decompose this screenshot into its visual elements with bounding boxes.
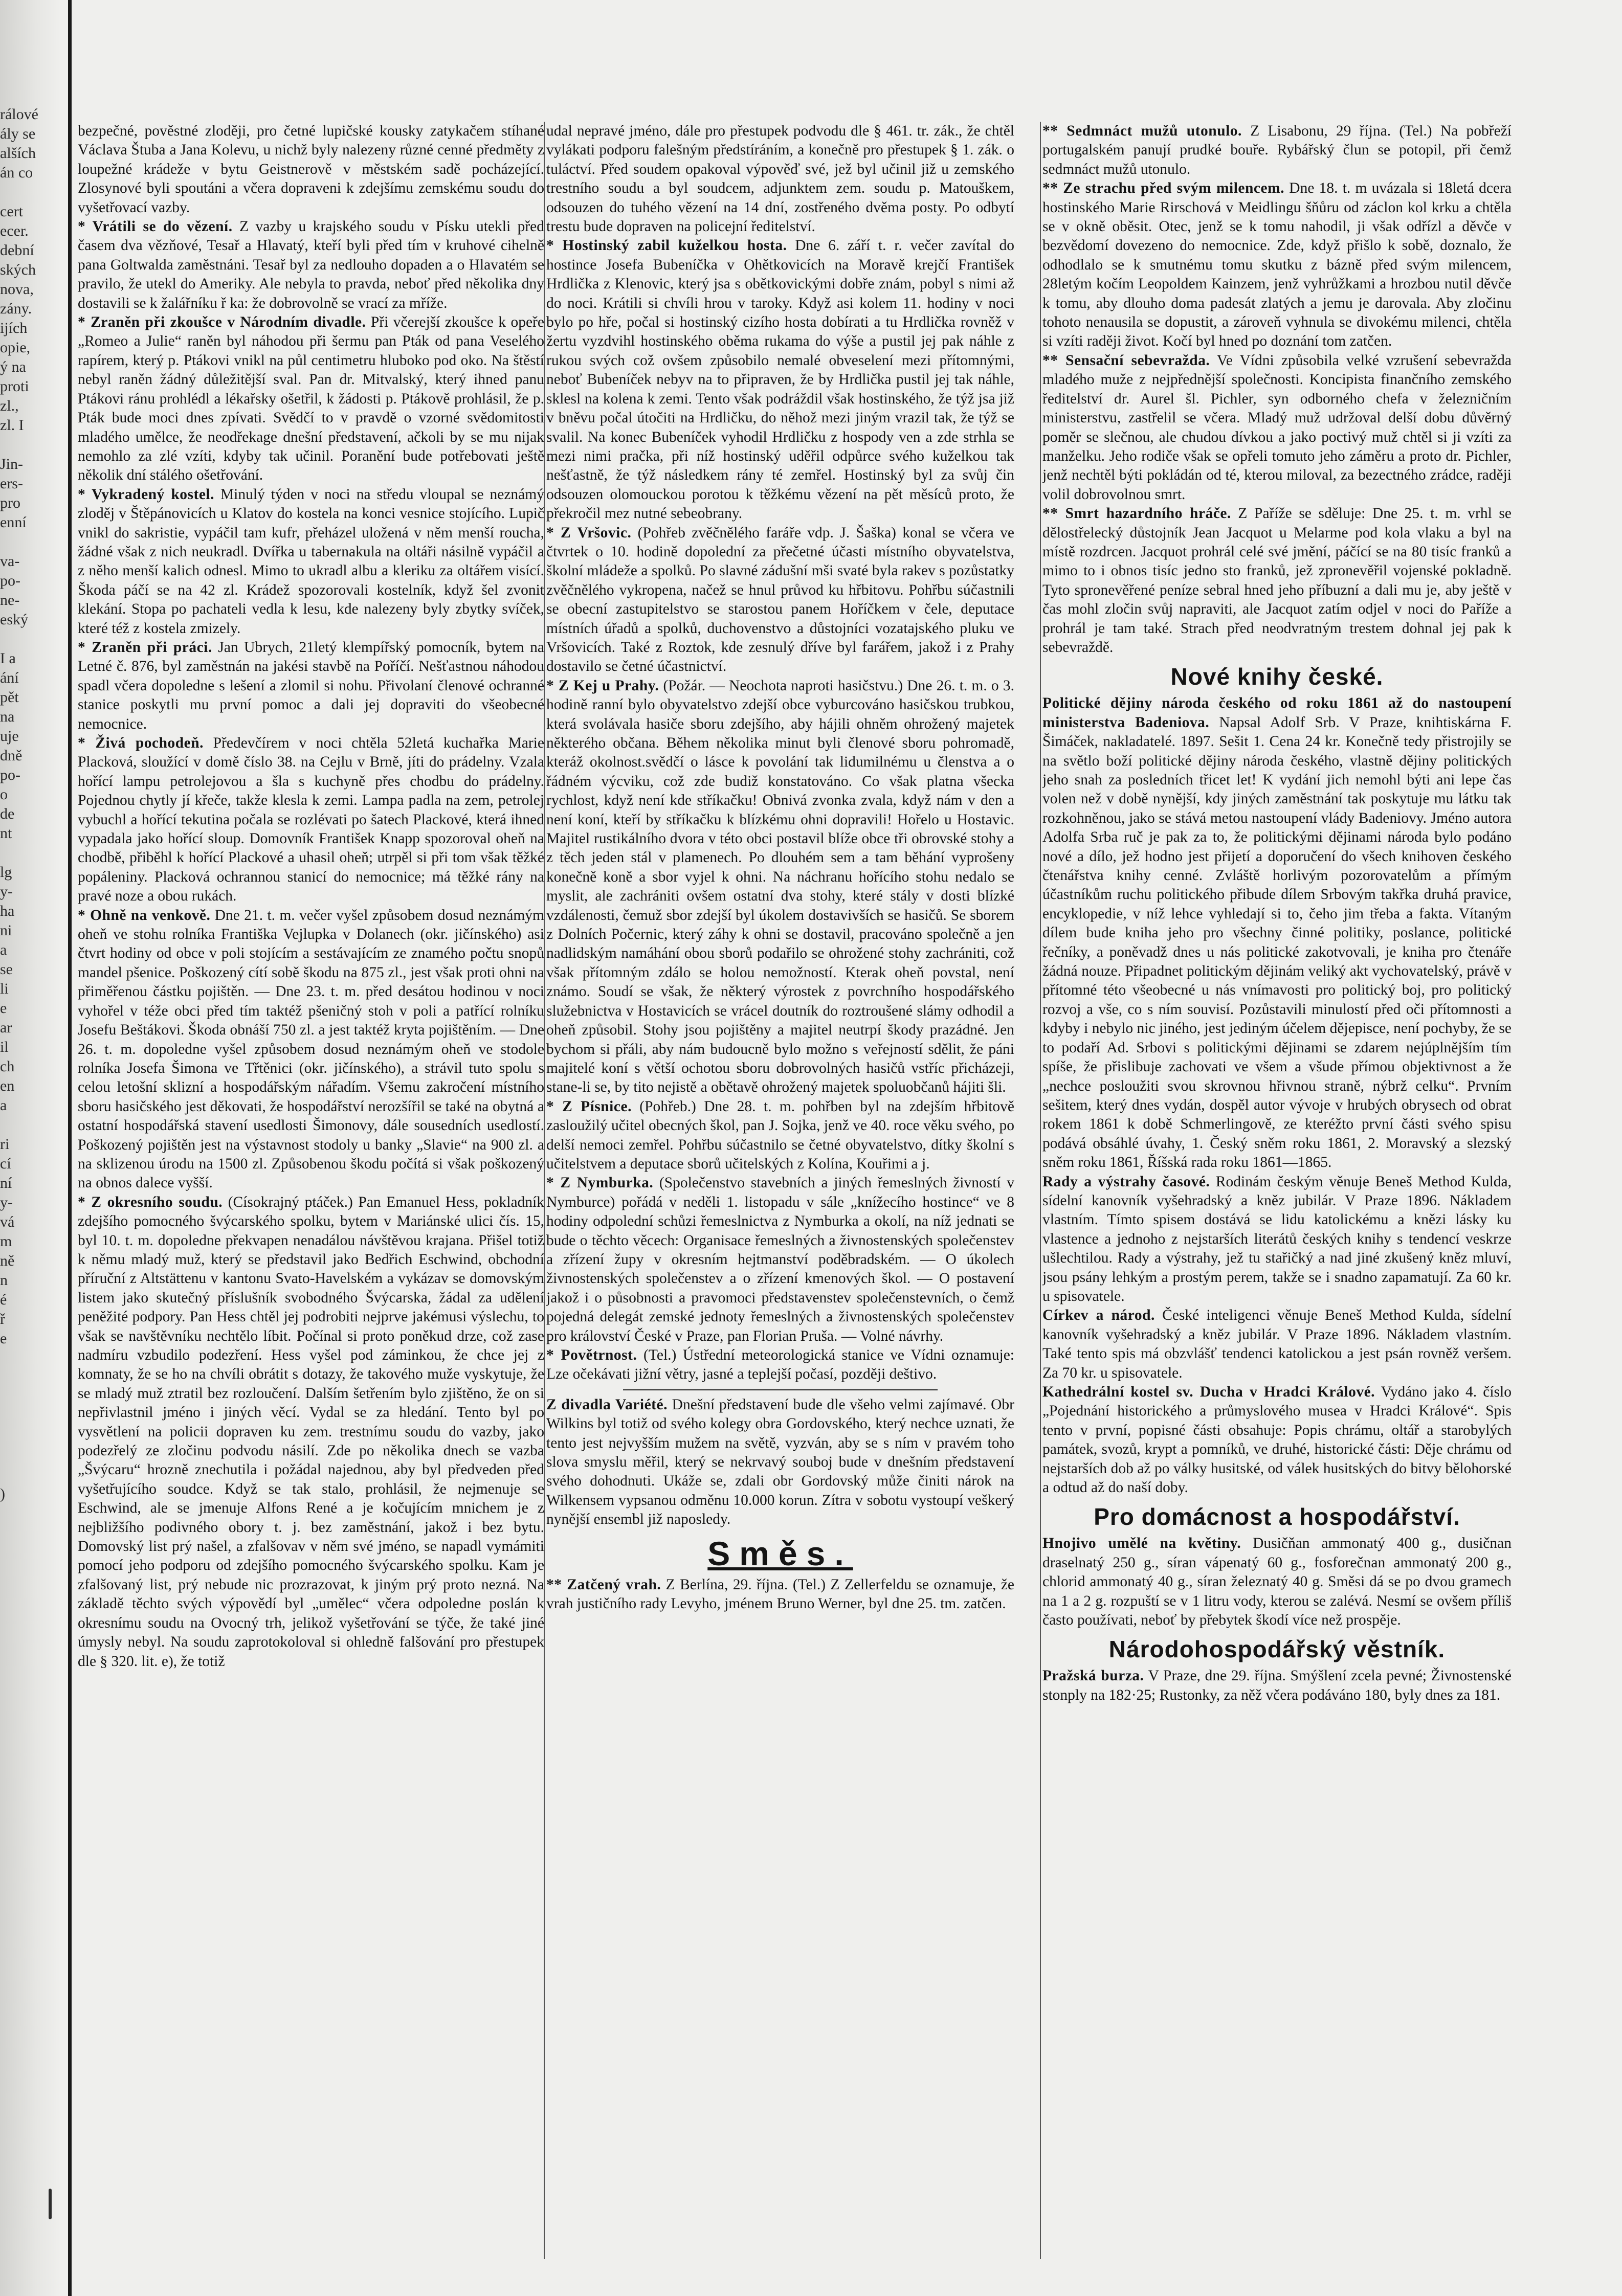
edge-fragment: cert [0,203,23,220]
edge-fragment: va- [0,553,20,570]
news-item-headline: ** Sensační sebevražda. [1042,352,1210,369]
edge-fragment: ř [0,1311,5,1327]
edge-fragment: n [0,1272,8,1289]
news-item-body: Ve Vídni způsobila velké vzrušení sebevražda mladého muže z nejpřednější společnosti. Koncipista finančního zemského ředitelství dr. Aurel šl. Pichler, syn odborného chefa v železničním ministerstvu, zastřelil se včera. Mladý muž udržoval delší dobu důvěrný poměr se slečnou, ale chudou dívkou a jako poctivý muž chtěl si ji vzíti za manželku. Jeho rodiče však se opřeli tomuto jeho záměru a proto dr. Pichler, jenž nechtěl býti pokládán od té, kterou miloval, za bezectného zrádce, raději volil dobrovolnou smrt. [1042,352,1512,503]
news-item-headline: Hnojivo umělé na květiny. [1042,1535,1241,1552]
edge-fragment: enní [0,514,27,531]
edge-fragment: zány. [0,300,32,317]
news-item-body: (Pohřeb.) Dne 28. t. m. pohřben byl na zdejším hřbitově zasloužilý učitel obecných škol, pan J. Sojka, jenž ve 40. roce věku svého, po delší nemoci zemřel. Pohřbu súčastnilo se četné obyvatelstvo, dítky školní s učitelstvem a deputace sborů učitelských z Kolína, Kouřimi a j. [546,1098,1014,1172]
news-item [1042,179,1512,351]
news-item-body: (Císokrajný ptáček.) Pan Emanuel Hess, pokladník zdejšího pomocného švýcarského spolku, bytem v Mariánské ulici čís. 15, byl 10. t. m. dopoledne překvapen nenadálou návštěvou krajana. Přišel totiž k němu mladý muž, který se představil jako Bedřich Eschwind, obchodní příruční z Altstättenu v kantonu Svato-Havelském a vykázav se domovským listem jako skutečný příslušník svobodného Švýcarska, žádal za udělení peněžité podpory. Pan Hess chtěl jej podrobiti nejprve jakémusi výslechu, to však se navštěvníku nechtělo líbit. Počínal si proto poněkud drze, což zase nadmíru vzbudilo podezření. Hess vyšel pod záminkou, že chce jej z komnaty, že se ho na chvíli obrátit s dotazy, že takového muže vyskytuje, že se mladý muž ztratil bez rozloučení. Dalším šetřením bylo zjištěno, že on si nepřivlastnil jméno i jiných věcí. Vydal se za hledání. Tento byl po vysvětlení na policii dopraven ku zem. trestnímu soudu do vazby, jako podezřelý ze zločinu podvodu násilí. Zde po několika dnech se vazba „Švýcaru“ hrozně znechutila i požádal najednou, aby byl předveden před vyšetřujícího soudce. Když se tak stalo, prohlásil, že nejmenuje se Eschwind, ale se jmenuje Alfons René a je kočujícím mnichem je z nejbližšího podivného obory t. j. bez zaměstnání, jakož i bez bytu. Domovský list prý našel, a zfalšovav v něm své jméno, se napadl vymámiti pomocí jeho podporu od zdejšího pomocného švýcarského spolku. Kam je zfalšovaný list, prý nebude nic prozrazovat, k jiným prý proto nezná. Na základě těchto svých výpovědí byl „umělec“ včera odpoledne poslán k okresnímu soudu na Ovocný trh, jelikož vyšetřování se týče, že také jiné úmysly nebyl. Na soudu zaprotokoloval si ohledně falšování pro přestupek dle § 320. lit. e), že totiž [78,1194,544,1670]
edge-fragment: eský [0,611,28,628]
edge-fragment [0,1115,62,1135]
news-item [546,236,1014,523]
news-item-body: Dne 6. září t. r. večer zavítal do hostince Josefa Bubeníčka v Ohětkovicích na Moravě krejčí František Hrdlička z Klenovic, který jsa s obětkovickými dobře znám, pobyl s nimi až do noci. Krátili si chvíli hrou v taroky. Když asi kolem 11. hodiny v noci bylo po hře, počal si hostinský cizího hosta dobírati a tu Hrdlička rovněž v žertu vyzdvihl hostinského oběma rukama do výše a pustil jej pak náhle z rukou svých což ovšem způsobilo nemalé obveselení mezi přítomnými, neboť Bubeníček nebyv na to připraven, že by Hrdlička pustil jej tak náhle, sklesl na kolena k zemi. Tento však podráždil však hostinského, že týž jsa již v bněvu počal útočiti na Hrdličku, do něhož mezi jiným vrazil tak, že týž se svalil. Na konec Bubeníček vyhodil Hrdličku z hospody ven a zde strhla se mezi nimi pračka, při níž hostinský uděřil odpůrce svého kuželkou tak nešťastně, že týž následkem rány té zemřel. Hostinský byl za svůj čin odsouzen olomouckou porotou k těžkému vězení na pět měsíců proto, že překročil mez nutné sebeobrany. [546,237,1014,522]
edge-fragment [0,1446,62,1465]
print-blemish [49,2189,52,2219]
edge-fragment [0,1368,62,1387]
edge-fragment: é [0,1291,7,1308]
edge-fragment: y- [0,883,13,900]
edge-fragment: uje [0,728,19,745]
edge-fragment: zl. I [0,417,24,434]
news-item [78,122,544,217]
edge-fragment: po- [0,572,20,589]
edge-fragment: ne- [0,592,20,609]
news-item [1042,1306,1512,1383]
edge-fragment [0,629,62,649]
news-item-body: udal nepravé jméno, dále pro přestupek podvodu dle § 461. tr. zák., že chtěl vylákati podporu falešným předstíráním, a konečně pro přestupek § 1. zák. o tuláctví. Před soudem opakoval výpověď své, jež byl učinil již u zemského trestního soudu a byl soudcem, adjunktem zem. soudu p. Matouškem, odsouzen do tuhého vězení na 14 dní, zostřeného dvěma posty. Po odbytí trestu bude dopraven na policejní ředitelství. [546,123,1014,235]
edge-fragment: dební [0,242,34,259]
news-item-body: Minulý týden v noci na středu vloupal se neznámý zloděj v Štěpánovicích u Klatov do kostela na konci vesnice stojícího. Lupič vnikl do sakristie, vypáčil tam kufr, přeházel uložená v něm menší roucha, žádné však z nich neukradl. Dvířka u tabernakula na oltáři násilně vypáčil a z něho menší kalich odnesl. Mimo to ukradl albu a kleriku za oltářem visící. Škoda páčí se na 42 zl. Krádež spozorovali kostelník, když šel zvonit klekání. Stopa po pachateli vedla k lesu, kde nalezeny byly zbytky svíček, které též z kostela zmizely. [78,486,544,637]
news-item-headline: Politické dějiny národa českého od roku 1861 až do nastoupení ministerstva Badeniova. [1042,695,1512,731]
news-item [546,677,1014,1097]
news-item-body: Při včerejší zkoušce k opeře „Romeo a Julie“ raněn byl náhodou při šermu pan Pták od pana Veselého rapírem, který p. Ptákovi vnikl na půl centimetru hluboko pod oko. Na štěstí nebyl raněn žádný důležitější sval. Pan dr. Mitvalský, který ihned panu Ptákovi ránu prohlédl a lékařsky ošetřil, k žádosti p. Ptákově prohlásil, že p. Pták bude moci dnes zpívati. Svědčí to v pravdě o vzorné svědomitosti mladého umělce, že neodřekage dnešní představení, ačkoli by se mu nijak nemohlo za zlé vzíti, kdyby tak učinil. Poranění bude potřebovati ještě několik dní stálého ošetřování. [78,314,544,484]
news-item-body: (Tel.) Ústřední meteorologická stanice ve Vídni oznamuje: Lze očekávati jižní větry, jasné a teplejší počasí, později deštivo. [546,1347,1014,1383]
news-item-headline: Z divadla Variété. [546,1396,668,1413]
edge-fragment [0,1426,62,1446]
edge-fragment: zl., [0,397,19,414]
news-item [78,638,544,734]
edge-fragment: li [0,980,9,997]
section-heading: Pro domácnost a hospodářství. [1094,1503,1460,1530]
news-item-headline: ** Ze strachu před svým milencem. [1042,180,1285,197]
news-item-body: (Požár. — Neochota naproti hasičstvu.) Dne 26. t. m. o 3. hodině ranní bylo obyvatelstvo zdejší obce vyburcováno hasičskou trubkou, která svolávala hasiče sboru zdejšího, aby hájili ohněm ohrožený majetek některého občana. Během několika minut byli členové sboru pohromadě, kteráž okolnost.svědčí o lásce k povolání tak lidumilnému u členstva a o řádném výcviku, což zde budiž konstatováno. Co však platna všecka rychlost, když není kde stříkačku! Obnivá zvonka zvala, když nám v den a není koní, kteří by stříkačku k blízkému ohni dopravili! Hořelo u Hostavic. Majitel rustikálního dvora v této obci postavil blíže obce tři obrovské stohy a z těch jeden stál v plamenech. Po dlouhém sem a tam běhání vyprošeny konečně koně a sbor vyjel k ohni. Na náchranu hořícího stohu nedalo se myslit, ale zachrániti ovšem ostatní dva stohy, které stály v dosti blízké vzdálenosti, čemuž sbor zdejší byl úkolem dostavivších se hasičů. Se sborem z Dolních Počernic, který záhy k ohni se dostavil, pracováno společně a jen nadlidským namáhání obou sborů podařilo se ohrožené stohy zachrániti, což však přítomným zdálo se holou nemožností. Kterak oheň povstal, není známo. Soudí se však, že některý výrostek z povrchního hospodářského služebnictva v Hostavicích se vrácel doutník do roztroušené slámy odhodil a oheň způsobil. Stohy jsou pojištěny a majitel neutrpí škody prazádné. Jen bychom si přáli, aby nám budoucně bylo možno s veřejností sdělit, že páni majitelé koní s větší ochotou sboru dobrovolných hasičů vstříc přicházeji, stane-li se, by tito nejistě a obětavě ohrožený majetek spoluobčanů hájiti šli. [546,677,1014,1096]
edge-fragment [0,532,62,552]
edge-fragment: dně [0,747,23,764]
edge-fragment: po- [0,767,20,783]
news-item-headline: Pražská burza. [1042,1668,1144,1684]
news-item-body: Dusičňan ammonatý 400 g., dusičnan draselnatý 250 g., síran vápenatý 60 g., fosforečnan ammonatý 200 g., chlorid ammonatý 40 g., síran železnatý 40 g. Směsi dá se po dvou gramech na 1 a 2 g. rozpuští se v 1 litru vody, kterou se zalévá. Nesmí se ovšem příliš často používati, neboť by přebytek škodí více než prospěje. [1042,1535,1512,1629]
news-item-body: Vydáno jako 4. číslo „Pojednání historického a průmyslového musea v Hradci Králové“. Spis tento v první, popisné části obsahuje: Popis chrámu, oltář a starobylých památek, svozů, krypt a pomníků, ve druhé, historické části: Děje chrámu od nejstarších dob až po války husitské, od válek husitských do bitvy bělohorské a odtud až do naší doby. [1042,1384,1512,1496]
column-rule [1040,122,1041,2259]
news-item-body: Z Paříže se sděluje: Dne 25. t. m. vrhl se dělostřelecký důstojník Jean Jacquot u Melarme pod kola vlaku a byl na místě rozdrcen. Jacquot prohrál celé své jmění, páčící se na 80 tisíc franků a mimo to i obnos tisíc jedno sto franků, jež zpronevěřil vojenské pokladně. Tyto spronevěřené peníze sebral hned jeho příbuzní a dali mu je, aby ještě v čas mohl zločin svůj napraviti, ale Jacquot zatím odjel v noci do Paříže a prohrál je tam také. Strach před neodvratným trestem dohnal jej pak k sebevraždě. [1042,505,1512,656]
edge-fragment: ha [0,903,15,919]
news-item-headline: * Zraněn při práci. [78,639,212,656]
edge-fragment: a [0,1097,7,1114]
edge-fragment: rálové [0,106,38,123]
news-item [546,1395,1014,1529]
news-item [1042,1534,1512,1630]
news-item-body: Z Lisabonu, 29 října. (Tel.) Na pobřeží portugalském panují prudké bouře. Rybářský člun se potopil, při čemž sedmnáct mužů utonulo. [1042,123,1512,177]
section-heading: Nové knihy české. [1170,663,1384,690]
edge-fragment: vá [0,1213,15,1230]
edge-fragment: e [0,1000,7,1017]
news-item [78,217,544,313]
edge-fragment: án co [0,164,33,181]
news-item-headline: * Z okresního soudu. [78,1194,223,1210]
news-item [546,122,1014,236]
news-item [1042,1173,1512,1307]
edge-fragment [0,843,62,863]
news-item [1042,504,1512,657]
edge-fragment [0,1465,62,1484]
edge-fragment: ských [0,261,36,278]
edge-fragment: ar [0,1019,12,1036]
news-item-body: bezpečné, pověstné zloději, pro četné lupičské kousky zatykačem stíhané Václava Štuba a Jana Kolevu, u nichž byly nalezeny různé cenné předměty z loupežné krádeže v bytu Geistnerově v městském sadě pocházející. Zlosynové byli spoutáni a včera dopraveni k zdejšímu zemskému soudu do vyšetřovací vazby. [78,123,544,216]
news-item-headline: * Z Vršovic. [546,524,632,541]
page-gutter-line [68,0,72,2296]
news-item [1042,351,1512,504]
news-item-headline: * Živá pochodeň. [78,735,204,751]
news-column-3 [1042,122,1512,2269]
news-item-headline: Církev a národ. [1042,1307,1155,1324]
edge-fragment: ) [0,1485,5,1502]
edge-fragment: lg [0,864,12,881]
edge-fragment: ch [0,1058,15,1075]
edge-fragment [0,435,62,455]
news-item [1042,1383,1512,1497]
edge-fragment: a [0,941,7,958]
section-divider [623,1389,938,1390]
news-item-headline: Rady a výstrahy časové. [1042,1173,1210,1190]
news-item-body: Dne 18. t. m uvázala si 18letá dcera hostinského Marie Rirschová v Meidlingu šňůru od záclon kol krku a chtěla se v okně oběsit. Otec, jenž se k tomu nahodil, ji však odřízl a děvče v bezvědomí dovezeno do nemocnice. Zde, když přišlo k sobě, doznalo, že odhodlalo se k smutnému tomu skutku z bázně před svým milencem, 28letým kočím Leopoldem Kainzem, jenž vyhrůžkami a hrozbou nutil děvče k tomu, aby dlouho doma padesát zlatých a jemu je darovala. Aby zločinu tohoto nenausila se dopustit, a zároveň vyhnula se divokému milenci, chtěla si vzíti raději život. Kočí byl hned po doznání tom zatčen. [1042,180,1512,350]
news-item-body: Z vazby u krajského soudu v Písku utekli před časem dva vězňové, Tesař a Hlavatý, kteří byli před tím v kruhové cihelně pana Goltwalda zaměstnáni. Tesař byl za nedlouho dopaden a o Hlavatém se pravilo, že utekl do Ameriky. Ale nebyla to pravda, neboť před několika dny dostavili se k žalářníku ř ka: že dobrovolně se vrací za mříže. [78,218,544,311]
news-item-body: Předevčírem v noci chtěla 52letá kuchařka Marie Placková, sloužící v domě číslo 38. na Cejlu v Brně, jíti do prádelny. Vzala hořící lampu petrolejovou a šla s kuchyně přes chodbu do prádelny. Pojednou chytly jí křeče, takže klesla k zemi. Lampa padla na zem, petrolej vybuchl a hořící tekutina počala se rozlévati po šatech Plackové, která ihned vypadala jako hořící sloup. Domovník František Knapp spozoroval oheň na chodbě, přiběhl k hořící Plackové a uhasil oheň; utrpěl si při tom však těžké popáleniny. Placková ochrannou stanicí do nemocnice; má těžké rány na pravé noze a obou rukách. [78,735,544,905]
news-item [1042,1667,1512,1705]
news-item-body: Z Berlína, 29. října. (Tel.) Z Zellerfeldu se oznamuje, že vrah justičního rady Levyho, jménem Bruno Werner, byl dne 25. tm. zatčen. [546,1576,1014,1612]
news-item-headline: ** Smrt hazardního hráče. [1042,505,1231,522]
edge-fragment: se [0,961,13,978]
edge-fragment: ně [0,1252,15,1269]
edge-fragment: ání [0,669,19,686]
news-item-body: Rodinám českým věnuje Beneš Method Kulda, sídelní kanovník vyšehradský a kněz jubilár. V Praze 1896. Nákladem vlastním. Tímto spisem dostává se lidu katolickému a knězi lásky ku vlastence a jednoho z nejstarších literátů českých knihy s tendencí veskrze ušlechtilou. Rady a výstrahy, jež tu stařičký a nad jiné zkušený kněz mluví, jsou psány lehkým a prostým perem, takže se i snadno zapamatují. Za 60 kr. u spisovatele. [1042,1173,1512,1304]
news-item-headline: ** Zatčený vrah. [546,1576,661,1593]
edge-fragment: ecer. [0,222,29,239]
section-heading: Národohospodářský věstník. [1108,1636,1446,1663]
section-heading: Směs. [707,1534,853,1572]
edge-fragment: opie, [0,339,31,356]
edge-fragment: ijích [0,320,28,336]
edge-fragment: alších [0,145,36,162]
news-item-body: V Praze, dne 29. října. Smýšlení zcela pevné; Živnostenské stonply na 182·25; Rustonky, za něž včera podáváno 180, byly dnes za 181. [1042,1668,1512,1703]
news-item [1042,122,1512,179]
news-item-body: České inteligenci věnuje Beneš Method Kulda, sídelní kanovník vyšehradský a kněz jubilár. V Praze 1896. Nákladem vlastním. Také tento spis má obzvlášť tendenci katolickou a jest psán rovněž veršem. Za 70 kr. u spisovatele. [1042,1307,1512,1381]
news-item [546,1097,1014,1174]
news-item [546,524,1014,677]
news-item-headline: * Z Písnice. [546,1098,632,1115]
news-item-headline: * Povětrnost. [546,1347,637,1363]
news-item [1042,694,1512,1172]
edge-fragment: m [0,1233,12,1250]
edge-fragment: nt [0,825,12,842]
news-item-headline: * Zraněn při zkoušce v Národním divadle. [78,314,366,331]
news-item [78,906,544,1193]
edge-fragment: na [0,708,15,725]
edge-fragment: pro [0,494,20,511]
news-item-body: Jan Ubrych, 21letý klempířský pomocník, bytem na Letné č. 876, byl zaměstnán na jakési stavbě na Poříčí. Nešťastnou náhodou spadl včera dopoledne s lešení a zlomil si nohu. Přivolaní členové ochranné stanice poskytli mu první pomoc a dali jej dopraviti do všeobecné nemocnice. [78,639,544,732]
edge-fragment: e [0,1330,7,1347]
edge-fragment: ní [0,1175,12,1191]
edge-fragment: ni [0,922,12,939]
news-column-2 [546,122,1014,2269]
news-item-headline: ** Sedmnáct mužů utonulo. [1042,123,1242,139]
edge-fragment: ers- [0,475,23,492]
edge-fragment [0,1407,62,1426]
edge-fragment: ri [0,1136,10,1153]
news-item-body: Dne 21. t. m. večer vyšel způsobem dosud neznámým oheň ve stohu rolníka Františka Vejlupka v Dolanech (okr. jičínského) asi čtvrt hodiny od obce v poli stojícím a sestávajícím ze znamého počtu snopů mandel pšenice. Poškozený cítí sobě škodu na 875 zl., jest však proti ohni na přiměřenou částku pojištěn. — Dne 23. t. m. před desátou hodinou v noci vyhořel v téže obci před tím taktéž pšeničný stoh v poli a patřící rolníku Josefu Beštákovi. Škoda obnáší 750 zl. a jest taktéž kryta pojištěním. — Dne 26. t. m. dopoledne vyšel způsobem dosud neznámým oheň ve stodole rolníka Josefa Šimona ve Třtěnici (okr. jičínského), a strávil tuto spolu s celou letošní sklizní a hospodářským nářadím. Všemu zakročení místního sboru hasičského jest děkovati, že hospodářství nerozšířil se také na obytná a ostatní hospodářská stavení usedlosti Šimonovy, dále sousedních usedlostí. Poškozený pojištěn jest na výstavnost stodoly u banky „Slavie“ na 900 zl. a na sklizenou úrodu na 1500 zl. Způsobenou škodu počítá si však poškozený na obnos dalece vyšší. [78,907,544,1191]
news-item-body: Dnešní představení bude dle všeho velmi zajímavé. Obr Wilkins byl totiž od svého kolegy obra Gordovského, který nechce uznati, že tento jest nejvyšším mužem na světě, vyzván, aby se s ním v pravém toho slova smyslu měřil, který se nekrvavý souboj bude v dnešním představení svého dohodnuti. Ukáže se, zdali obr Gordovský může činiti nárok na Wilkensem vypsanou odměnu 10.000 korun. Zítra v sobotu vystoupí veškerý nynější ensembl již naposledy. [546,1396,1014,1528]
edge-fragment: en [0,1077,15,1094]
edge-fragment: o [0,786,8,803]
previous-page-edge-text [0,105,62,1504]
edge-fragment: proti [0,378,29,395]
edge-fragment: Jin- [0,456,23,472]
news-item-headline: * Vrátili se do vězení. [78,218,233,235]
edge-fragment: I a [0,650,16,667]
edge-fragment: cí [0,1155,11,1172]
edge-fragment: y- [0,1194,13,1211]
news-item-body: (Pohřeb zvěčnělého faráře vdp. J. Šaška) konal se včera ve čtvrtek o 10. hodině dopolední za přečetné účasti místního obyvatelstva, školní mládeže a spolků. Po slavné zádušní mši svaté byla rakev s pozůstatky zvěčnělého vykropena, načež se hnul průvod ku hřbitovu. Pohřbu súčastnili se obecní zastupitelstvo se starostou panem Hoříčkem v čele, deputace místních úřadů a spolků, duchovenstvo a důstojníci vozatajského pluku ve Vršovicích. Také z Roztok, kde zesnulý dříve byl farářem, jakož i z Prahy dostavilo se četné účastnictví. [546,524,1014,675]
news-item-headline: * Z Kej u Prahy. [546,677,659,694]
news-item-headline: * Z Nymburka. [546,1175,654,1191]
news-column-1 [78,122,544,2269]
news-item-headline: Kathedrální kostel sv. Ducha v Hradci Králové. [1042,1384,1375,1400]
edge-fragment: pět [0,689,19,706]
news-item-headline: * Vykradený kostel. [78,486,214,503]
edge-fragment [0,1348,62,1368]
news-item-body: (Společenstvo stavebních a jiných řemeslných živností v Nymburce) pořádá v neděli 1. listopadu v sále „knížecího hostince“ ve 8 hodiny odpolední schůzi řemeslnictva z Nymburka a okolí, na níž jednati se bude o těchto věcech: Organisace řemeslných a živnostenských společenstev a zřízení župy v okresním hejtmanství poděbradském. — O úkolech živnostenských společenstev a o zřízení kmenových škol. — O postavení jakož i o působnosti a pravomoci představenstev společenstevních, o čemž pojedná delegát zemské jednoty řemeslných a živnostenských společenstev pro království České v Praze, pan Florian Pruša. — Volné návrhy. [546,1175,1014,1344]
news-item-body: Napsal Adolf Srb. V Praze, knihtiskárna F. Šimáček, nakladatelé. 1897. Sešit 1. Cena 24 kr. Konečně tedy přistrojily se na světlo boží politické dějiny národa českého, vlastně dějiny politických jeho snah za posledních třicet let! K vydání jich nemohl býti ani lepe čas volen než v době nynější, kdy jiných zaměstnání tak poskytuje mu látku tak rozkohněnou, jako se stává metou nastoupení vlády Badeniovy. Jméno autora Adolfa Srba ruč je pak za to, že politickými dějinami národa bylo podáno nové a dílo, jež hodno jest přijetí a doporučení do všech knihoven českého čtenářstva knihy cenné. Zvláště horlivým pozorovatelům a přímým účastníkům ruchu politického přibude dílem Srbovým takřka druhá pravice, encyklopedie, v níž lehce vyhledají si to, čeho jim třeba a fakta. Vítaným dílem bude kniha jeho pro všechny činné politiky, poslance, politické řečníky, a poněvadž dnes u nás politické zakotvovali, je kniha pro čtenáře žádná nouze. Připadnet politickým dějinám veliký akt vychovatelský, právě v přítomné této všeobecné u nás vnímavosti pro politický boj, pro politický rozvoj a vše, co s ním souvisí. Pozůstavili minulostí před oči přítomnosti a kdyby i nebylo nic jiného, jest jediným účelem dějepisce, není pochyby, že se to podaří Ad. Srbovi s politickými dějinami se zdarem nejúplnějším tím spíše, že přislibuje zachovati ve všem a všude přímou objektivnost a že „nechce posloužiti svou skrovnou hřivnou straně, nýbrž celku“. Prvním sešitem, který dnes vydán, dospěl autor vývoje v hrubých obrysech od obrat rokem 1861 k době Schmerlingově, ze kteréžto první části svého spisu podává obsáhlé úvahy, 1. Český sněm roku 1861, 2. Moravský a slezský sněm roku 1861, Říšská rada roku 1861—1865. [1042,714,1512,1171]
news-item [78,485,544,638]
edge-fragment: de [0,805,15,822]
edge-fragment: il [0,1039,9,1055]
news-item [78,734,544,906]
news-item-headline: * Hostinský zabil kuželkou hosta. [546,237,787,254]
news-item [546,1346,1014,1384]
edge-fragment [0,1387,62,1407]
news-item [546,1575,1014,1614]
news-item [78,1193,544,1671]
news-item-headline: * Ohně na venkově. [78,907,211,924]
news-item [78,313,544,485]
edge-fragment: ály se [0,125,36,142]
news-item [546,1174,1014,1346]
edge-fragment [0,183,62,202]
edge-fragment: ý na [0,358,26,375]
edge-fragment: nova, [0,281,34,298]
